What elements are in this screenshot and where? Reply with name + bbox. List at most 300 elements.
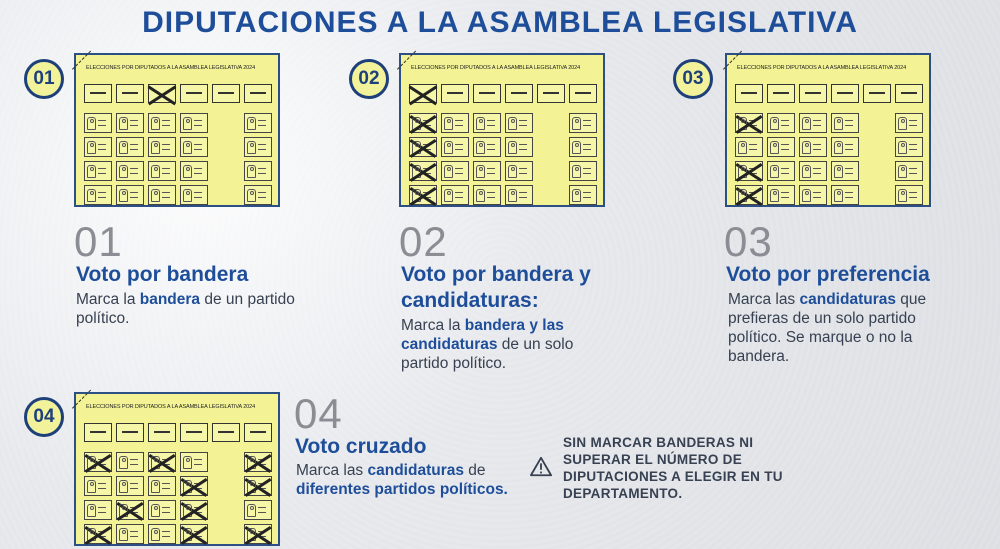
flag-box [799,84,827,103]
candidate-box [441,137,469,157]
flag-box [569,84,597,103]
person-icon [119,189,128,202]
candidate-box-marked [735,113,763,133]
person-icon [476,117,485,130]
ballot-illustration-04 [74,392,280,546]
grid-spacer [863,113,891,133]
candidate-box [180,137,208,157]
person-icon [151,141,160,154]
person-icon [183,504,192,517]
person-icon [412,117,421,130]
candidate-box-marked [84,452,112,472]
candidate-box-marked [116,500,144,520]
person-icon [151,528,160,541]
person-icon [151,504,160,517]
person-icon [87,456,96,469]
candidate-box [148,185,176,205]
flag-box [441,84,469,103]
flag-box [180,84,208,103]
flag-box [831,84,859,103]
name-lines [749,168,757,174]
name-lines [194,168,202,174]
name-lines [583,168,591,174]
person-icon [183,117,192,130]
candidate-box-marked [180,500,208,520]
name-lines [813,144,821,150]
name-lines [194,144,202,150]
candidate-box [569,113,597,133]
person-icon [119,528,128,541]
candidate-box [767,137,795,157]
flag-row [409,84,597,103]
flag-box [244,423,272,442]
name-lines [487,120,495,126]
option-number-03: 03 [724,218,773,265]
name-lines [519,120,527,126]
name-lines [162,531,170,537]
warning-triangle-icon [530,456,552,478]
name-lines [813,120,821,126]
option-badge-01: 01 [24,59,64,99]
grid-spacer [212,476,240,496]
grid-spacer [863,161,891,181]
person-icon [119,456,128,469]
candidate-box-marked [244,476,272,496]
ballot-header: ELECCIONES POR DIPUTADOS A LA ASAMBLEA LEGISLATIVA 2024 [737,65,907,71]
option-desc-02 [401,316,616,373]
name-lines [194,507,202,513]
candidate-box [767,113,795,133]
person-icon [770,117,779,130]
candidate-box [84,185,112,205]
candidate-box-marked [148,452,176,472]
desc-text: de [463,462,486,479]
flag-row [84,84,272,103]
name-lines [258,531,266,537]
desc-text: Marca las [296,462,368,479]
candidate-box [505,161,533,181]
name-lines [98,144,106,150]
name-lines [258,459,266,465]
candidate-box [441,161,469,181]
name-lines [781,120,789,126]
name-lines [130,144,138,150]
person-icon [476,165,485,178]
person-icon [898,165,907,178]
person-icon [119,165,128,178]
person-icon [151,456,160,469]
person-icon [508,165,517,178]
name-lines [845,192,853,198]
grid-spacer [212,113,240,133]
ballot-illustration-03 [725,53,931,207]
desc-text: de un solo partido político. [401,336,574,372]
name-lines [487,168,495,174]
name-lines [519,144,527,150]
person-icon [119,117,128,130]
name-lines [423,144,431,150]
person-icon [572,189,581,202]
name-lines [845,168,853,174]
candidate-box [84,500,112,520]
name-lines [98,531,106,537]
person-icon [119,504,128,517]
option-desc-04 [296,461,511,499]
candidate-box [831,161,859,181]
person-icon [508,141,517,154]
name-lines [583,120,591,126]
name-lines [455,120,463,126]
name-lines [130,531,138,537]
person-icon [802,189,811,202]
candidate-box [148,161,176,181]
person-icon [572,117,581,130]
person-icon [476,189,485,202]
candidate-box [505,113,533,133]
person-icon [508,117,517,130]
candidate-box-marked [180,524,208,544]
person-icon [183,165,192,178]
person-icon [151,117,160,130]
name-lines [455,192,463,198]
name-lines [583,144,591,150]
name-lines [487,192,495,198]
candidate-box [505,137,533,157]
candidate-box [895,185,923,205]
candidate-box [116,161,144,181]
option-badge-02: 02 [349,59,389,99]
person-icon [770,141,779,154]
person-icon [247,528,256,541]
grid-spacer [537,161,565,181]
desc-text: de un partido político. [76,291,295,327]
name-lines [162,144,170,150]
name-lines [258,120,266,126]
candidate-box-marked [409,137,437,157]
name-lines [130,168,138,174]
candidate-box [148,137,176,157]
person-icon [151,480,160,493]
candidate-box [116,113,144,133]
person-icon [738,165,747,178]
candidate-box [505,185,533,205]
person-icon [183,141,192,154]
flag-row [735,84,923,103]
person-icon [898,141,907,154]
flag-box-marked [409,84,437,103]
person-icon [802,117,811,130]
option-desc-01 [76,290,296,328]
ballot-header: ELECCIONES POR DIPUTADOS A LA ASAMBLEA LEGISLATIVA 2024 [411,65,581,71]
person-icon [898,189,907,202]
person-icon [247,189,256,202]
flag-box [767,84,795,103]
person-icon [247,456,256,469]
option-title-04: Voto cruzado [295,435,427,458]
person-icon [183,456,192,469]
candidate-box [473,137,501,157]
flag-box [505,84,533,103]
person-icon [247,141,256,154]
name-lines [781,144,789,150]
candidate-box [569,161,597,181]
candidate-box [244,137,272,157]
candidate-box [116,185,144,205]
person-icon [87,528,96,541]
candidate-box [244,185,272,205]
desc-emphasis: candidaturas [367,462,464,479]
name-lines [194,531,202,537]
person-icon [87,117,96,130]
flag-box [84,84,112,103]
person-icon [247,480,256,493]
person-icon [412,189,421,202]
person-icon [802,165,811,178]
name-lines [455,144,463,150]
candidate-box [244,113,272,133]
name-lines [781,168,789,174]
person-icon [770,165,779,178]
candidate-box [895,137,923,157]
name-lines [130,192,138,198]
name-lines [813,192,821,198]
candidate-box [244,161,272,181]
person-icon [183,480,192,493]
name-lines [749,192,757,198]
flag-box [473,84,501,103]
grid-spacer [212,161,240,181]
flag-box [537,84,565,103]
candidate-box [441,113,469,133]
name-lines [98,168,106,174]
option-number-04: 04 [294,390,343,437]
candidate-box-marked [735,185,763,205]
person-icon [738,141,747,154]
name-lines [487,144,495,150]
flag-row [84,423,272,442]
name-lines [423,192,431,198]
candidate-box [84,476,112,496]
candidate-box [569,185,597,205]
name-lines [98,483,106,489]
candidate-box [244,500,272,520]
person-icon [119,141,128,154]
flag-box [863,84,891,103]
name-lines [258,507,266,513]
flag-box-marked [148,84,176,103]
person-icon [151,165,160,178]
name-lines [749,144,757,150]
flag-box [84,423,112,442]
candidate-box [180,452,208,472]
name-lines [130,120,138,126]
candidate-box [799,137,827,157]
name-lines [781,192,789,198]
person-icon [898,117,907,130]
grid-spacer [863,137,891,157]
ballot-illustration-01 [74,53,280,207]
name-lines [845,120,853,126]
desc-emphasis: bandera [139,291,201,308]
person-icon [834,141,843,154]
candidate-box [473,185,501,205]
candidate-box-marked [244,524,272,544]
person-icon [572,141,581,154]
grid-spacer [537,137,565,157]
person-icon [87,480,96,493]
candidate-box [473,113,501,133]
candidate-box [799,113,827,133]
person-icon [247,117,256,130]
name-lines [194,459,202,465]
candidate-box-marked [84,524,112,544]
person-icon [119,480,128,493]
grid-spacer [212,137,240,157]
name-lines [162,120,170,126]
warning-text: SIN MARCAR BANDERAS NI SUPERAR EL NÚMERO DE DIPUTACIONES A ELEGIR EN TU DEPARTAMENTO. [563,435,783,501]
grid-spacer [212,500,240,520]
person-icon [183,189,192,202]
ballot-illustration-02 [399,53,605,207]
name-lines [130,483,138,489]
option-title-01: Voto por bandera [76,263,249,286]
person-icon [834,165,843,178]
name-lines [258,483,266,489]
candidate-box [831,185,859,205]
name-lines [162,483,170,489]
option-number-01: 01 [74,218,123,265]
desc-emphasis: diferentes partidos políticos. [296,481,508,498]
name-lines [194,120,202,126]
name-lines [194,483,202,489]
person-icon [738,189,747,202]
candidate-box [767,185,795,205]
name-lines [909,144,917,150]
grid-spacer [212,524,240,544]
name-lines [258,144,266,150]
candidate-box-marked [409,185,437,205]
person-icon [87,504,96,517]
candidate-box [895,161,923,181]
candidate-box [116,476,144,496]
person-icon [87,189,96,202]
person-icon [444,117,453,130]
name-lines [98,120,106,126]
candidate-grid [735,113,923,205]
candidate-box-marked [409,161,437,181]
name-lines [909,192,917,198]
candidate-box [148,500,176,520]
option-title-03: Voto por preferencia [726,263,930,286]
name-lines [455,168,463,174]
person-icon [508,189,517,202]
grid-spacer [537,113,565,133]
person-icon [834,189,843,202]
person-icon [87,165,96,178]
name-lines [909,168,917,174]
name-lines [519,168,527,174]
candidate-grid [84,452,272,544]
candidate-box [148,476,176,496]
option-title-02: Voto por bandera y candidaturas: [401,263,591,312]
flag-box [148,423,176,442]
name-lines [130,459,138,465]
name-lines [749,120,757,126]
candidate-box-marked [244,452,272,472]
person-icon [183,528,192,541]
person-icon [247,165,256,178]
flag-box [735,84,763,103]
desc-emphasis: bandera y las candidaturas [401,317,564,353]
candidate-box [84,161,112,181]
name-lines [845,144,853,150]
desc-text: que prefieras de un solo partido político. Se marque o no la bandera. [728,291,927,365]
candidate-box-marked [180,476,208,496]
candidate-box [569,137,597,157]
person-icon [87,141,96,154]
name-lines [162,507,170,513]
name-lines [98,192,106,198]
name-lines [162,168,170,174]
person-icon [412,165,421,178]
desc-text: Marca las [728,291,800,308]
desc-text: Marca la [401,317,465,334]
name-lines [194,192,202,198]
person-icon [738,117,747,130]
candidate-box [116,452,144,472]
candidate-grid [84,113,272,205]
candidate-box [148,524,176,544]
candidate-box [148,113,176,133]
name-lines [162,192,170,198]
candidate-grid [409,113,597,205]
option-badge-04: 04 [24,397,64,437]
name-lines [583,192,591,198]
candidate-box-marked [735,161,763,181]
person-icon [412,141,421,154]
grid-spacer [212,452,240,472]
candidate-box [799,161,827,181]
candidate-box [831,137,859,157]
name-lines [258,192,266,198]
candidate-box [831,113,859,133]
flag-box [895,84,923,103]
option-badge-03: 03 [673,59,713,99]
candidate-box [116,524,144,544]
candidate-box [441,185,469,205]
option-desc-03 [728,290,968,366]
name-lines [423,168,431,174]
name-lines [258,168,266,174]
grid-spacer [863,185,891,205]
ballot-header: ELECCIONES POR DIPUTADOS A LA ASAMBLEA LEGISLATIVA 2024 [86,65,256,71]
candidate-box-marked [409,113,437,133]
flag-box [180,423,208,442]
page-title: DIPUTACIONES A LA ASAMBLEA LEGISLATIVA [142,6,858,39]
option-number-02: 02 [399,218,448,265]
person-icon [802,141,811,154]
name-lines [130,507,138,513]
candidate-box [735,137,763,157]
desc-text: Marca la [76,291,140,308]
person-icon [247,504,256,517]
flag-box [212,423,240,442]
grid-spacer [212,185,240,205]
desc-emphasis: candidaturas [799,291,896,308]
candidate-box [84,137,112,157]
name-lines [813,168,821,174]
name-lines [909,120,917,126]
